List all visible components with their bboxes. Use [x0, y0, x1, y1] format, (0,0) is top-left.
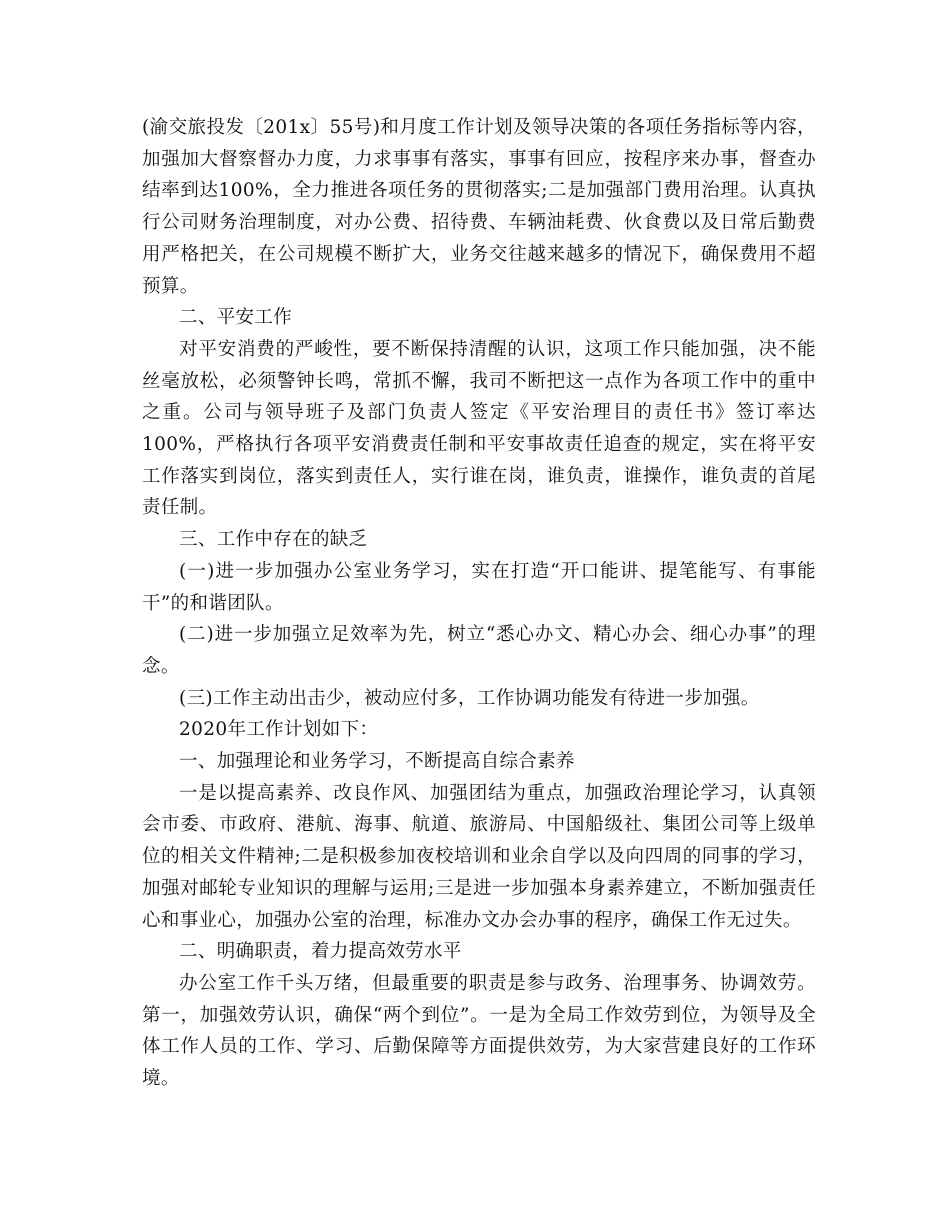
paragraph-safety-work: 对平安消费的严峻性，要不断保持清醒的认识，这项工作只能加强，决不能丝毫放松，必须警钟长鸣，常抓不懈，我司不断把这一点作为各项工作中的重中之重。公司与领导班子及部门负责人签定《平安治理目的责任书》签订率达100%，严格执行各项平安消费责任制和平安事故责任追查的规定，实在将平安工作落实到岗位，落实到责任人，实行谁在岗，谁负责，谁操作，谁负责的首尾责任制。	[142, 338, 816, 519]
section-heading-shortcomings: 三、工作中存在的缺乏	[179, 529, 368, 551]
plan-intro-line: 2020年工作计划如下：	[179, 719, 379, 741]
section-heading-safety-work: 二、平安工作	[179, 307, 293, 329]
paragraph-study: 一是以提高素养、改良作风、加强团结为重点，加强政治理论学习，认真领会市委、市政府、港航、海事、航道、旅游局、中国船级社、集团公司等上级单位的相关文件精神;二是积极参加夜校培训和业余自学以及向四周的同事的学习，加强对邮轮专业知识的理解与运用;三是进一步加强本身素养建立，不断加强责任心和事业心，加强办公室的治理，标准办文办会办事的程序，确保工作无过失。	[142, 782, 816, 931]
paragraph-continued-supervision: (渝交旅投发〔201x〕55号)和月度工作计划及领导决策的各项任务指标等内容，加强加大督察督办力度，力求事事有落实，事事有回应，按程序来办事，督查办结率到达100%，全力推进各项任务的贯彻落实;二是加强部门费用治理。认真执行公司财务治理制度，对办公费、招待费、车辆油耗费、伙食费以及日常后勤费用严格把关，在公司规模不断扩大，业务交往越来越多的情况下，确保费用不超预算。	[142, 117, 816, 297]
list-item-shortcoming-3: (三)工作主动出击少，被动应付多，工作协调功能发有待进一步加强。	[179, 687, 760, 709]
paragraph-duties: 办公室工作千头万绪，但最重要的职责是参与政务、治理事务、协调效劳。第一，加强效劳认识，确保“两个到位”。一是为全局工作效劳到位，为领导及全体工作人员的工作、学习、后勤保障等方面提供效劳，为大家营建良好的工作环境。	[142, 972, 816, 1090]
section-heading-duties: 二、明确职责，着力提高效劳水平	[179, 941, 462, 963]
list-item-shortcoming-1: (一)进一步加强办公室业务学习，实在打造“开口能讲、提笔能写、有事能干”的和谐团队。	[142, 560, 816, 614]
document-body	[142, 112, 816, 1095]
list-item-shortcoming-2: (二)进一步加强立足效率为先，树立“悉心办文、精心办会、细心办事”的理念。	[142, 624, 816, 677]
section-heading-study: 一、加强理论和业务学习，不断提高自综合素养	[179, 751, 575, 773]
